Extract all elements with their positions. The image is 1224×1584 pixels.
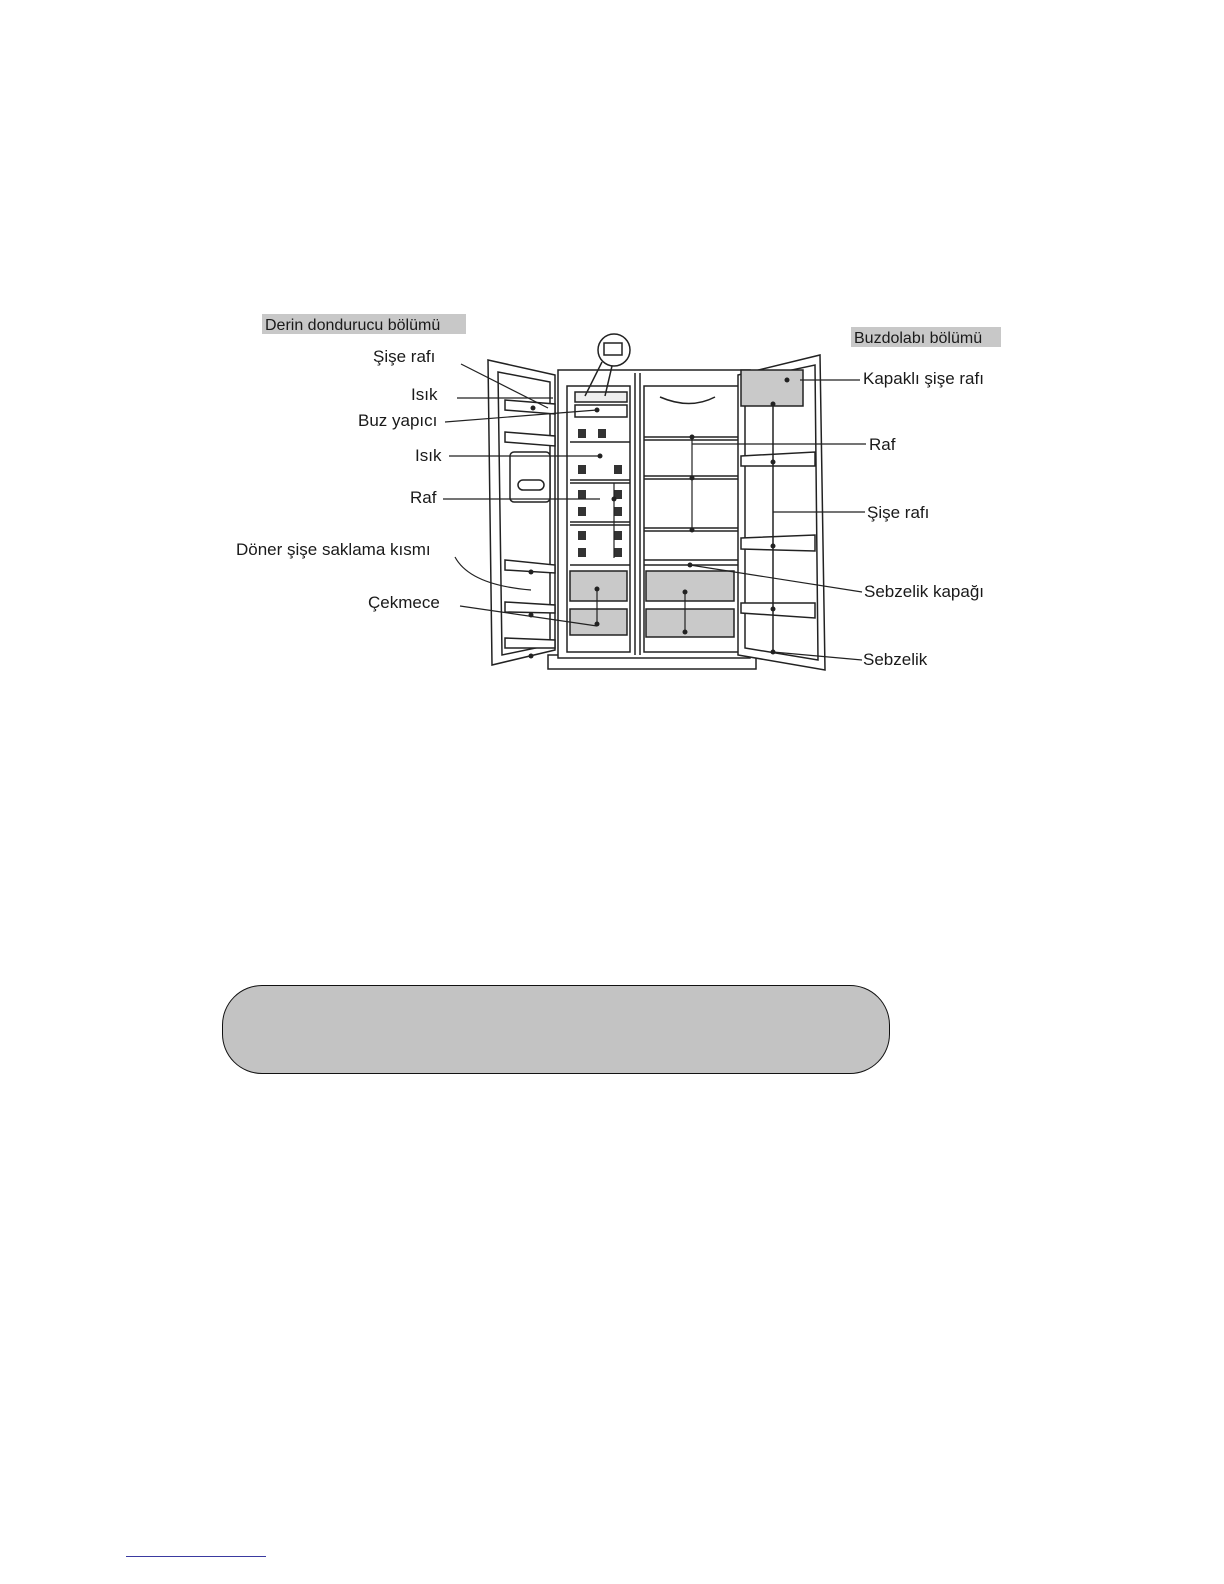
crisper-drawer-2: [646, 609, 734, 637]
crisper-drawer-1: [646, 571, 734, 601]
left-label-light-2: Isık: [415, 446, 442, 465]
freezer-drawer-1: [570, 571, 627, 601]
left-label-shelf: Raf: [410, 488, 437, 507]
right-label-bottle-shelf: Şişe rafı: [867, 503, 930, 522]
freezer-header: Derin dondurucu bölümü: [265, 317, 441, 334]
right-label-covered-bottle-shelf: Kapaklı şişe rafı: [863, 369, 984, 388]
left-label-light-1: Isık: [411, 385, 438, 404]
left-label-rotating-storage: Döner şişe saklama kısmı: [236, 540, 431, 559]
left-label-ice-maker: Buz yapıcı: [358, 411, 438, 430]
left-label-bottle-shelf: Şişe rafı: [373, 347, 436, 366]
right-label-crisper-cover: Sebzelik kapağı: [864, 582, 985, 601]
dispenser: [510, 452, 550, 502]
fridge-header: Buzdolabı bölümü: [854, 330, 983, 347]
left-label-drawer: Çekmece: [368, 593, 440, 612]
footer-rule: [126, 1556, 266, 1557]
note-box: [222, 985, 890, 1074]
covered-bottle-shelf: [741, 370, 803, 406]
right-label-crisper: Sebzelik: [863, 650, 928, 669]
freezer-light: [575, 392, 627, 402]
right-label-shelf: Raf: [869, 435, 896, 454]
refrigerator-illustration: [488, 334, 825, 670]
